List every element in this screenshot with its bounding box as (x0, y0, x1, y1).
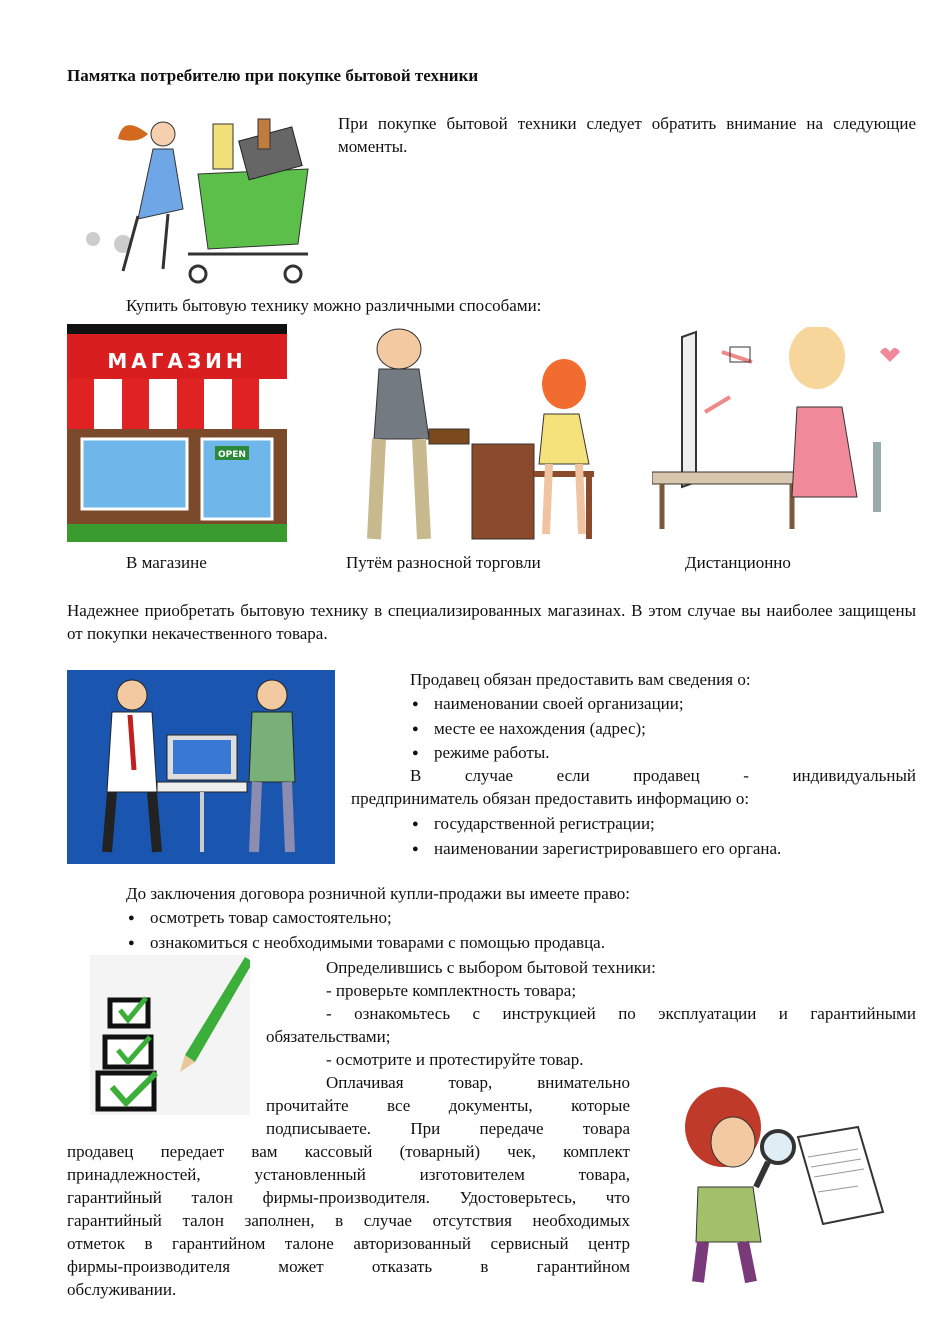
seller-illustration (67, 670, 335, 864)
reliable-text: Надежнее приобретать бытовую технику в специализированных магазинах. В этом случае вы наиболее защищены от покупки некачественного товара. (67, 601, 916, 643)
payment-line-7: гарантийный талон заполнен, в случае отсутствия необходимых (67, 1211, 630, 1230)
payment-line-2: прочитайте все документы, которые (266, 1096, 630, 1115)
list-item: ● ознакомиться с необходимыми товарами с помощью продавца. (126, 931, 916, 956)
open-sign-text: OPEN (218, 450, 246, 460)
ip-line-2: предприниматель обязан предоставить информацию о: (351, 789, 750, 808)
choice-item-1: - проверьте комплектность товара; (326, 981, 577, 1000)
payment-line-4: продавец передает вам кассовый (товарный) чек, комплект (67, 1142, 630, 1161)
ip-list (410, 812, 916, 861)
choice-item-2-cont: обязательствами; (266, 1027, 391, 1046)
magnifier-woman-illustration (648, 1082, 888, 1292)
list-item: ● режиме работы. (410, 741, 916, 766)
way-store-label: В магазине (126, 553, 207, 572)
payment-line-6: гарантийный талон фирмы-производителя. Удостоверьтесь, что (67, 1188, 630, 1207)
list-item: ● наименовании зарегистрировавшего его органа. (410, 837, 916, 862)
ip-line-1: В случае если продавец - индивидуальный (410, 766, 916, 785)
payment-line-9: фирмы-производителя может отказать в гарантийном (67, 1257, 630, 1276)
remote-illustration (652, 327, 912, 532)
page-title: Памятка потребителю при покупке бытовой техники (67, 66, 479, 85)
payment-line-3: подписываете. При передаче товара (266, 1119, 630, 1138)
choice-item-2: - ознакомьтесь с инструкцией по эксплуатации и гарантийными (326, 1004, 916, 1023)
seller-heading: Продавец обязан предоставить вам сведения о: (410, 670, 751, 689)
checklist-illustration (90, 955, 250, 1115)
payment-line-1: Оплачивая товар, внимательно (326, 1073, 630, 1092)
seller-list (410, 692, 916, 766)
ways-heading: Купить бытовую технику можно различными способами: (126, 296, 542, 315)
peddling-illustration (344, 324, 616, 549)
way-peddling-label: Путём разносной торговли (346, 553, 541, 572)
payment-line-10: обслуживании. (67, 1280, 177, 1299)
list-item: ● месте ее нахождения (адрес); (410, 717, 916, 742)
payment-line-5: принадлежностей, установленный изготовителем товара, (67, 1165, 630, 1184)
store-illustration (67, 324, 287, 542)
store-sign-text: МАГАЗИН (107, 349, 247, 373)
list-item: ● осмотреть товар самостоятельно; (126, 906, 916, 931)
intro-text: При покупке бытовой техники следует обратить внимание на следующие моменты. (338, 114, 916, 156)
rights-list (126, 906, 916, 955)
rights-heading: До заключения договора розничной купли-продажи вы имеете право: (126, 884, 630, 903)
choice-item-3: - осмотрите и протестируйте товар. (326, 1050, 584, 1069)
list-item: ● наименовании своей организации; (410, 692, 916, 717)
list-item: ● государственной регистрации; (410, 812, 916, 837)
choice-heading: Определившись с выбором бытовой техники: (326, 958, 656, 977)
shopping-woman-illustration (78, 104, 318, 289)
way-remote-label: Дистанционно (685, 553, 791, 572)
payment-line-8: отметок в гарантийном талоне авторизованный сервисный центр (67, 1234, 630, 1253)
